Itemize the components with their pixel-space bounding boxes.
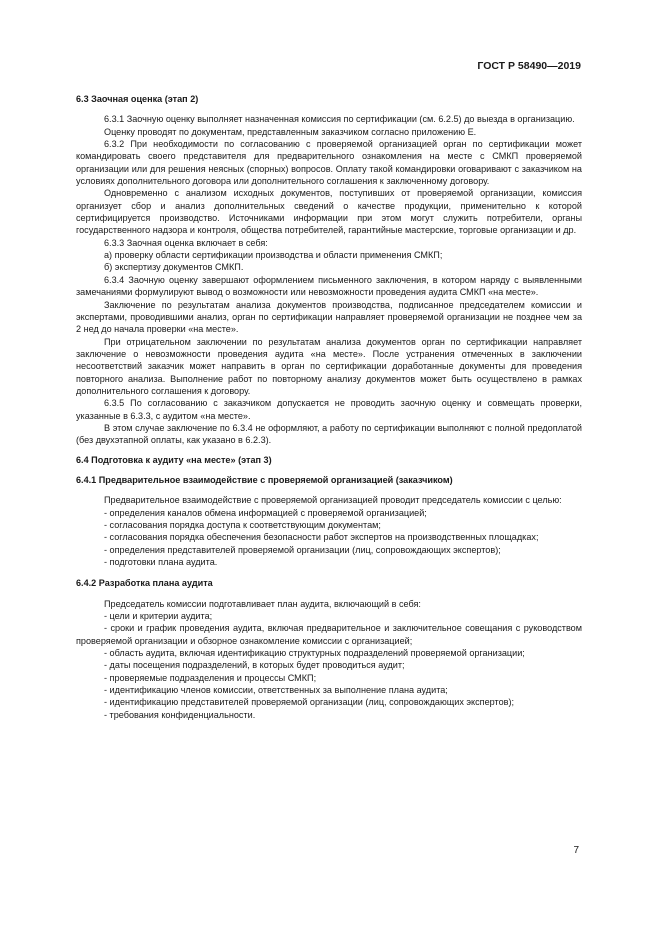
list-item: - определения каналов обмена информацией с проверяемой организацией; xyxy=(104,507,427,518)
paragraph: 6.3.3 Заочная оценка включает в себя: xyxy=(104,237,268,248)
list-item: б) экспертизу документов СМКП. xyxy=(104,262,244,273)
section-heading-6-3: 6.3 Заочная оценка (этап 2) xyxy=(76,94,199,104)
list-item: - сроки и график проведения аудита, включая предварительное и заключительное совещания с руководством проверяемой организации и обзорное ознакомление комиссии с организацией; xyxy=(76,623,582,646)
document-body xyxy=(76,93,582,721)
list-item: - требования конфиденциальности. xyxy=(104,709,256,720)
list-item: - даты посещения подразделений, в которых будет проводиться аудит; xyxy=(104,660,405,671)
list-item: - подготовки плана аудита. xyxy=(104,557,218,568)
list-item: - идентификацию членов комиссии, ответственных за выполнение плана аудита; xyxy=(104,685,448,696)
section-heading-6-4-1: 6.4.1 Предварительное взаимодействие с проверяемой организацией (заказчиком) xyxy=(76,474,453,485)
paragraph: 6.3.2 При необходимости по согласованию с проверяемой организацией орган по сертификации может командировать своего представителя для предварительного ознакомления на месте с СМКП проверяемой организации или для решения неясных (спорных) вопросов. Оплату такой командировки оговаривают с заказчиком на условиях дополнительного договора или дополнительного соглашения к заключенному договору. xyxy=(76,139,582,187)
page-number: 7 xyxy=(573,845,579,856)
paragraph: 6.3.1 Заочную оценку выполняет назначенная комиссия по сертификации (см. 6.2.5) до выезда в организацию. xyxy=(104,114,575,125)
paragraph: Заключение по результатам анализа документов производства, подписанное председателем комиссии и экспертами, проводившими анализ, орган по сертификации направляет проверяемой организации не позднее чем за 2 нед до начала проверки «на месте». xyxy=(76,299,582,335)
paragraph: Предварительное взаимодействие с проверяемой организацией проводит председатель комиссии с целью: xyxy=(104,495,562,506)
list-item: - согласования порядка доступа к соответствующим документам; xyxy=(104,520,381,530)
list-item: - согласования порядка обеспечения безопасности работ экспертов на производственных площадках; xyxy=(104,532,539,543)
paragraph: Оценку проводят по документам, представленным заказчиком согласно приложению Е. xyxy=(104,126,477,137)
list-item: - цели и критерии аудита; xyxy=(104,611,213,622)
section-heading-6-4: 6.4 Подготовка к аудиту «на месте» (этап 3) xyxy=(76,454,272,465)
list-item: а) проверку области сертификации производства и области применения СМКП; xyxy=(104,250,443,261)
paragraph: Председатель комиссии подготавливает план аудита, включающий в себя: xyxy=(104,598,421,609)
list-item: - определения представителей проверяемой организации (лиц, сопровождающих экспертов); xyxy=(104,544,501,555)
paragraph: 6.3.4 Заочную оценку завершают оформлением письменного заключения, в котором наряду с выявленными замечаниями формулируют вывод о возможности или невозможности проведения аудита СМКП «на месте». xyxy=(76,274,582,298)
section-heading-6-4-2: 6.4.2 Разработка плана аудита xyxy=(76,578,213,589)
list-item: - область аудита, включая идентификацию структурных подразделений проверяемой организации; xyxy=(104,648,525,659)
list-item: - проверяемые подразделения и процессы СМКП; xyxy=(104,672,317,683)
paragraph: В этом случае заключение по 6.3.4 не оформляют, а работу по сертификации выполняют с полной предоплатой (без двухэтапной оплаты, как указано в 6.2.3). xyxy=(76,422,582,446)
list-item: - идентификацию представителей проверяемой организации (лиц, сопровождающих экспертов); xyxy=(104,697,515,708)
document-header: ГОСТ Р 58490—2019 xyxy=(477,60,581,72)
paragraph: 6.3.5 По согласованию с заказчиком допускается не проводить заочную оценку и совмещать проверки, указанные в 6.3.3, с аудитом «на месте». xyxy=(76,398,582,421)
paragraph: При отрицательном заключении по результатам анализа документов орган по сертификации направляет заключение о невозможности проведения аудита «на месте». После устранения отмеченных в заключении несоответствий заказчик может направить в орган по сертификации доработанные документы для проведения повторного анализа. Выполнение работ по повторному анализу документов может быть осуществлено в рамках дополнительного соглашения к договору. xyxy=(76,336,582,396)
paragraph: Одновременно с анализом исходных документов, поступивших от проверяемой организации, комиссия организует сбор и анализ дополнительных сведений о качестве продукции, применительно к которой сертифицируется производство. Источниками информации при этом могут служить потребители, органы государственного надзора и контроля, общества потребителей, гарантийные мастерские, торговые организации и др. xyxy=(76,188,582,236)
